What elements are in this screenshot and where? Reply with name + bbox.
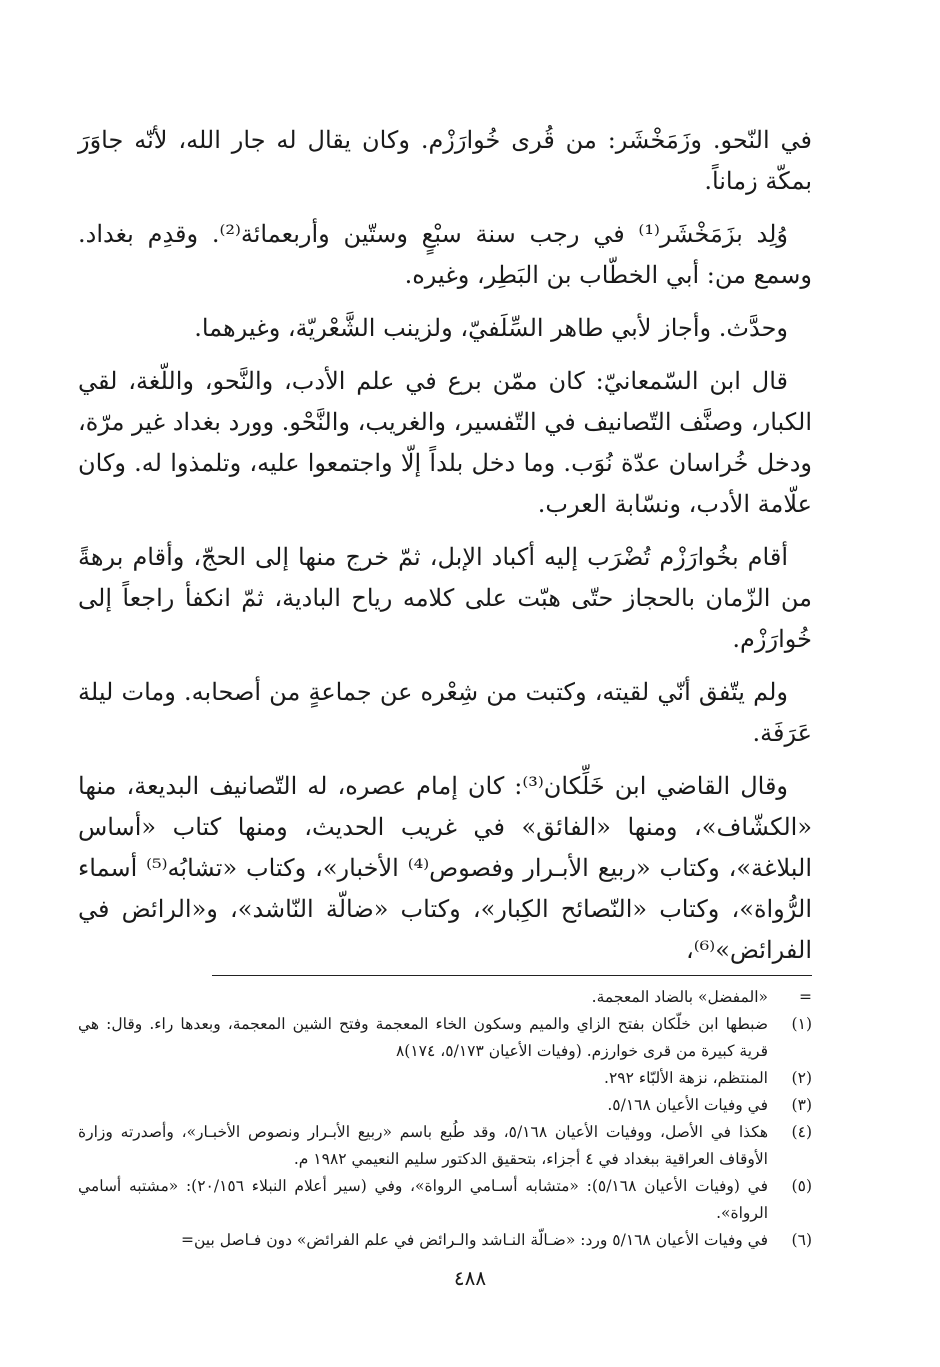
footnote-divider	[212, 975, 812, 976]
footnote-marker: =	[799, 988, 812, 1006]
footnote-6	[78, 1227, 812, 1254]
footnotes	[78, 984, 812, 1254]
footnote-number: (٤)	[791, 1123, 812, 1141]
footnote-number: (٢)	[791, 1069, 812, 1087]
footnote-continued	[78, 984, 812, 1011]
footnote-text: هكذا في الأصل، ووفيات الأعيان ٥/١٦٨، وقد طُبع باسم «ربيع الأبـرار ونصوص الأخبـار»، وأصدرته وزارة الأوقاف العراقية ببغداد في ٤ أجزاء، بتحقيق الدكتور سليم النعيمي ١٩٨٢ م.	[78, 1123, 768, 1168]
footnote-number: (١)	[791, 1015, 812, 1033]
paragraph-2: وُلِد بزَمَخْشَر⁽¹⁾ في رجب سنة سبْعٍ وستّين وأربعمائة⁽²⁾. وقدِم بغداد. وسمع من: أبي الخطّاب بن البَطِر، وغيره.	[78, 220, 812, 289]
paragraph-6: ولم يتّفق أنّي لقيته، وكتبت من شِعْره عن جماعةٍ من أصحابه. ومات ليلة عَرَفَة.	[78, 678, 812, 747]
paragraph-7: وقال القاضي ابن خَلِّكان⁽³⁾: كان إمام عصره، له التّصانيف البديعة، منها «الكشّاف»، ومنها «الفائق» في غريب الحديث، ومنها كتاب «أساس البلاغة»، وكتاب «ربيع الأبـرار وفصوص⁽⁴⁾ الأخبار»، وكتاب «تشابُه⁽⁵⁾ أسماء الرُّواة»، وكتاب «النّصائح الكِبار»، وكتاب «ضالّة النّاشد»، و«الرائض في الفرائض»⁽⁶⁾،	[78, 772, 812, 964]
footnote-5	[78, 1173, 812, 1227]
footnote-number: (٣)	[791, 1096, 812, 1114]
paragraph-4: قال ابن السّمعانيّ: كان ممّن برع في علم الأدب، والنَّحو، واللّغة، لقي الكبار، وصنَّف التّصانيف في التّفسير، والغريب، والنَّحْو. وورد بغداد غير مرّة، ودخل خُراسان عدّة نُوَب. وما دخل بلداً إلّا واجتمعوا عليه، وتلمذوا له. وكان علّامة الأدب، ونسّابة العرب.	[78, 367, 812, 518]
footnote-number: (٥)	[791, 1177, 812, 1195]
paragraph-1: في النّحو. وزَمَخْشَر: من قُرى خُوارَزْم. وكان يقال له جار الله، لأنّه جاوَرَ بمكّة زماناً.	[78, 126, 812, 195]
footnote-3	[78, 1092, 812, 1119]
footnote-text: «المفضل» بالضاد المعجمة.	[591, 988, 768, 1006]
footnote-number: (٦)	[791, 1231, 812, 1249]
footnote-text: في وفيات الأعيان ٥/١٦٨.	[607, 1096, 768, 1114]
footnote-text: ضبطها ابن خلّكان بفتح الزاي والميم وسكون الخاء المعجمة وفتح الشين المعجمة، وبعدها راء. وقال: هي قرية كبيرة من قرى خوارزم. (وفيات الأعيان ٥/١٧٣، ١٧٤)٨	[78, 1015, 768, 1060]
page-body	[78, 120, 812, 1254]
footnote-1	[78, 1011, 812, 1065]
footnote-4	[78, 1119, 812, 1173]
footnote-2	[78, 1065, 812, 1092]
footnote-text: المنتظم، نزهة الألبّاء ٢٩٢.	[604, 1069, 768, 1087]
footnote-text: في وفيات الأعيان ٥/١٦٨ ورد: «ضـالّة النـاشد والـرائض في علم الفرائض» دون فـاصل بين=	[181, 1231, 768, 1249]
page-number: ٤٨٨	[453, 1266, 487, 1290]
paragraph-3: وحدَّث. وأجاز لأبي طاهر السِّلَفيّ، ولزينب الشَّعْريّة، وغيرهما.	[194, 314, 788, 342]
footnote-text: في (وفيات الأعيان ٥/١٦٨): «متشابه أسـامي الرواة»، وفي (سير أعلام النبلاء ٢٠/١٥٦): «مشتبه أسامي الرواة».	[78, 1177, 768, 1222]
paragraph-5: أقام بخُوارَزْم تُضْرَب إليه أكباد الإبل، ثمّ خرج منها إلى الحجّ، وأقام برهةً من الزّمان بالحجاز حتّى هبّت على كلامه رياح البادية، ثمّ انكفأ راجعاً إلى خُوارَزْم.	[78, 543, 812, 653]
